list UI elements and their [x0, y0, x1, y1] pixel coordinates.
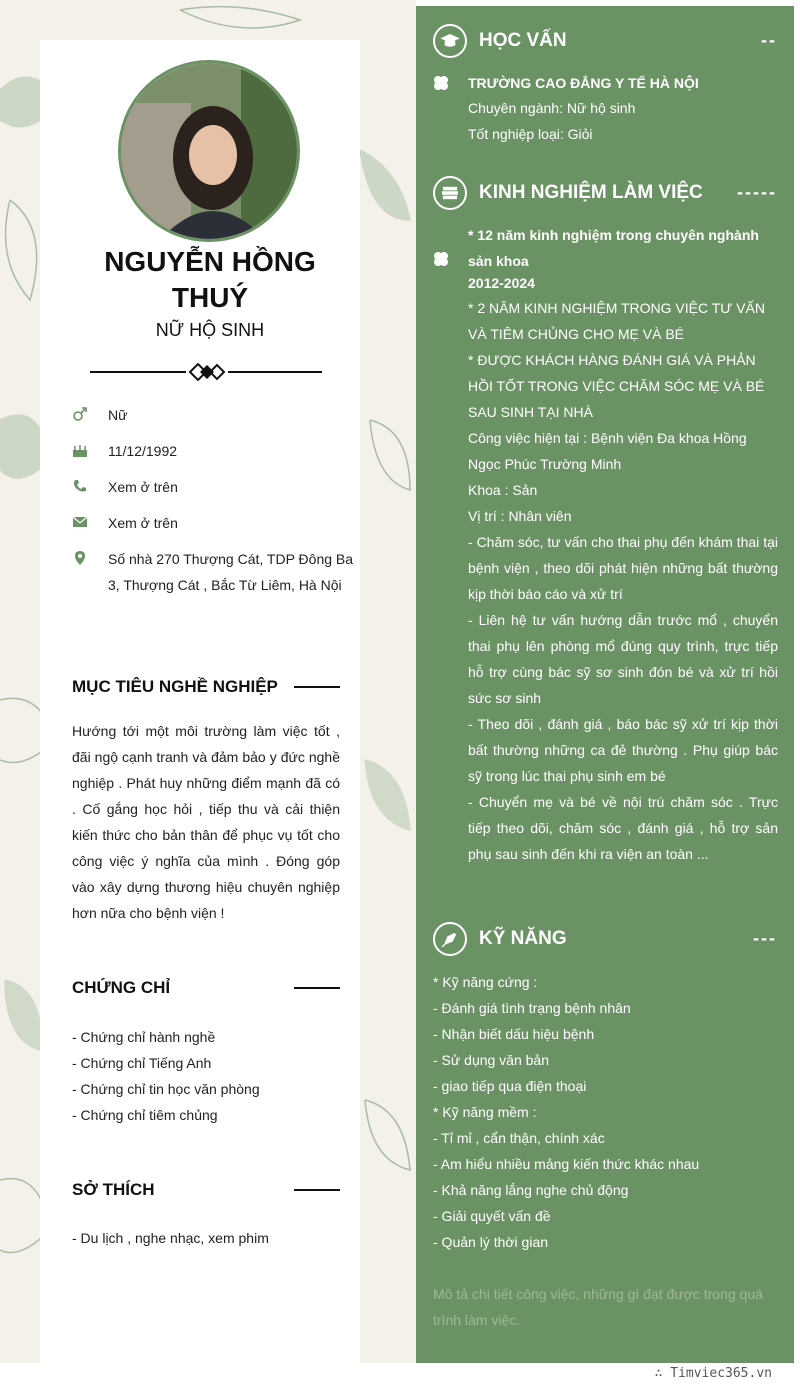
major: Chuyên ngành: Nữ hộ sinh: [468, 100, 636, 116]
graduation-grade: Tốt nghiệp loại: Giỏi: [468, 126, 593, 142]
candidate-name: NGUYỄN HỒNG THUÝ: [104, 246, 316, 313]
info-text: Số nhà 270 Thượng Cát, TDP Đông Ba 3, Thượng Cát , Bắc Từ Liêm, Hà Nội: [108, 551, 354, 593]
experience-line: - Theo dõi , đánh giá , báo bác sỹ xử trí kịp thời bất thường những ca đẻ thường . Phụ giúp bác sỹ trong lúc thai phụ sinh em bé: [468, 716, 778, 784]
experience-details: [468, 295, 778, 867]
skills-header: [433, 922, 783, 958]
list-item: - Chứng chỉ tiêm chủng: [72, 1107, 218, 1123]
skill-item: * Kỹ năng mềm :: [433, 1104, 537, 1120]
location-pin-icon: [72, 550, 88, 566]
description-placeholder: Mô tả chi tiết công việc, những gì đạt được trong quá trình làm việc.: [433, 1286, 763, 1328]
skill-item: - Nhận biết dấu hiệu bệnh: [433, 1026, 595, 1042]
hobbies-text: - Du lịch , nghe nhạc, xem phim: [72, 1230, 269, 1246]
skill-item: - Khả năng lắng nghe chủ động: [433, 1182, 629, 1198]
ornament-divider: [90, 362, 322, 382]
section-rule: [294, 1189, 340, 1191]
skill-item: * Kỹ năng cứng :: [433, 974, 538, 990]
skill-item: - Tỉ mỉ , cẩn thận, chính xác: [433, 1130, 605, 1146]
experience-line: - Chuyển mẹ và bé về nội trú chăm sóc . Trực tiếp theo dõi, chăm sóc , đánh giá , hỗ trợ sản phụ sau sinh đến khi ra viện an toàn ...: [468, 794, 778, 862]
experience-line: Khoa : Sản: [468, 482, 538, 498]
certificates-list: [72, 1024, 340, 1128]
list-item: - Chứng chỉ Tiếng Anh: [72, 1055, 212, 1071]
skill-item: - Am hiểu nhiều mảng kiến thức khác nhau: [433, 1156, 700, 1172]
experience-headline: * 12 năm kinh nghiệm trong chuyên nghành sản khoa: [468, 227, 759, 269]
experience-line: Vị trí : Nhân viên: [468, 508, 572, 524]
footer-brand: ∴ Timviec365.vn: [654, 1366, 772, 1381]
experience-line: * 2 NĂM KINH NGHIỆM TRONG VIỆC TƯ VẤN VÀ TIÊM CHỦNG CHO MẸ VÀ BÉ: [468, 300, 765, 342]
section-rule: [294, 987, 340, 989]
phone-icon: [72, 478, 88, 494]
list-item: - Chứng chỉ hành nghề: [72, 1029, 216, 1045]
info-text: Xem ở trên: [108, 515, 178, 531]
skills-title: KỸ NĂNG: [479, 928, 567, 949]
objective-text: Hướng tới một môi trường làm việc tốt , đãi ngộ cạnh tranh và đảm bảo y đức nghề nghiệp . Phát huy những điểm mạnh đã có . Cố gắng học hỏi , tiếp thu và cải thiện kiến thức cho bản thân để phục vụ tốt cho công việc ý nghĩa của mình . Đóng góp vào xây dựng thương hiệu chuyên nghiệp hơn nữa cho bệnh viện !: [72, 723, 340, 921]
hobbies-title: SỞ THÍCH: [72, 1180, 155, 1199]
experience-period: 2012-2024: [468, 275, 535, 291]
school-name: TRƯỜNG CAO ĐẲNG Y TẾ HÀ NỘI: [468, 75, 699, 91]
books-icon: [433, 176, 467, 210]
header-dash: ---: [753, 928, 777, 948]
skill-item: - Đánh giá tình trạng bệnh nhân: [433, 1000, 631, 1016]
graduation-cap-icon: [433, 24, 467, 58]
info-text: Nữ: [108, 407, 128, 423]
skill-item: - Giải quyết vấn đề: [433, 1208, 551, 1224]
clover-bullet-icon: [432, 250, 450, 268]
birthday-cake-icon: [72, 442, 88, 458]
job-title: NỮ HỘ SINH: [155, 320, 265, 340]
profile-photo: [118, 60, 300, 242]
info-text: 11/12/1992: [108, 443, 178, 459]
gender-icon: [72, 406, 88, 422]
experience-line: - Chăm sóc, tư vấn cho thai phụ đến khám thai tại bệnh viện , theo dõi phát hiện những bất thường kịp thời báo cáo và xử trí: [468, 534, 778, 602]
objective-title: MỤC TIÊU NGHỀ NGHIỆP: [72, 677, 278, 696]
experience-line: - Liên hệ tư vấn hướng dẫn trước mổ , chuyển thai phụ lên phòng mổ đúng quy trình, trực tiếp hỗ trợ cùng bác sỹ sơ sinh đón bé và xử trí hồi sức sơ sinh: [468, 612, 778, 706]
experience-title: KINH NGHIỆM LÀM VIỆC: [479, 182, 703, 203]
header-dash: --: [761, 30, 777, 50]
section-rule: [294, 686, 340, 688]
info-text: Xem ở trên: [108, 479, 178, 495]
skills-list: [433, 969, 778, 1255]
skill-item: - Quản lý thời gian: [433, 1234, 549, 1250]
header-dash: -----: [737, 182, 777, 202]
education-header: [433, 24, 783, 60]
skill-item: - Sử dụng văn bản: [433, 1052, 550, 1068]
education-title: HỌC VẤN: [479, 30, 567, 51]
certificates-title: CHỨNG CHỈ: [72, 978, 171, 997]
pen-nib-icon: [433, 922, 467, 956]
experience-line: Công việc hiện tại : Bệnh viện Đa khoa Hồng Ngọc Phúc Trường Minh: [468, 430, 747, 472]
experience-line: * ĐƯỢC KHÁCH HÀNG ĐÁNH GIÁ VÀ PHẢN HỒI TỐT TRONG VIỆC CHĂM SÓC MẸ VÀ BÉ SAU SINH TẠI NHÀ: [468, 352, 765, 420]
list-item: - Chứng chỉ tin học văn phòng: [72, 1081, 260, 1097]
clover-bullet-icon: [432, 74, 450, 92]
skill-item: - giao tiếp qua điện thoại: [433, 1078, 587, 1094]
experience-header: [433, 176, 783, 212]
envelope-icon: [72, 514, 88, 530]
